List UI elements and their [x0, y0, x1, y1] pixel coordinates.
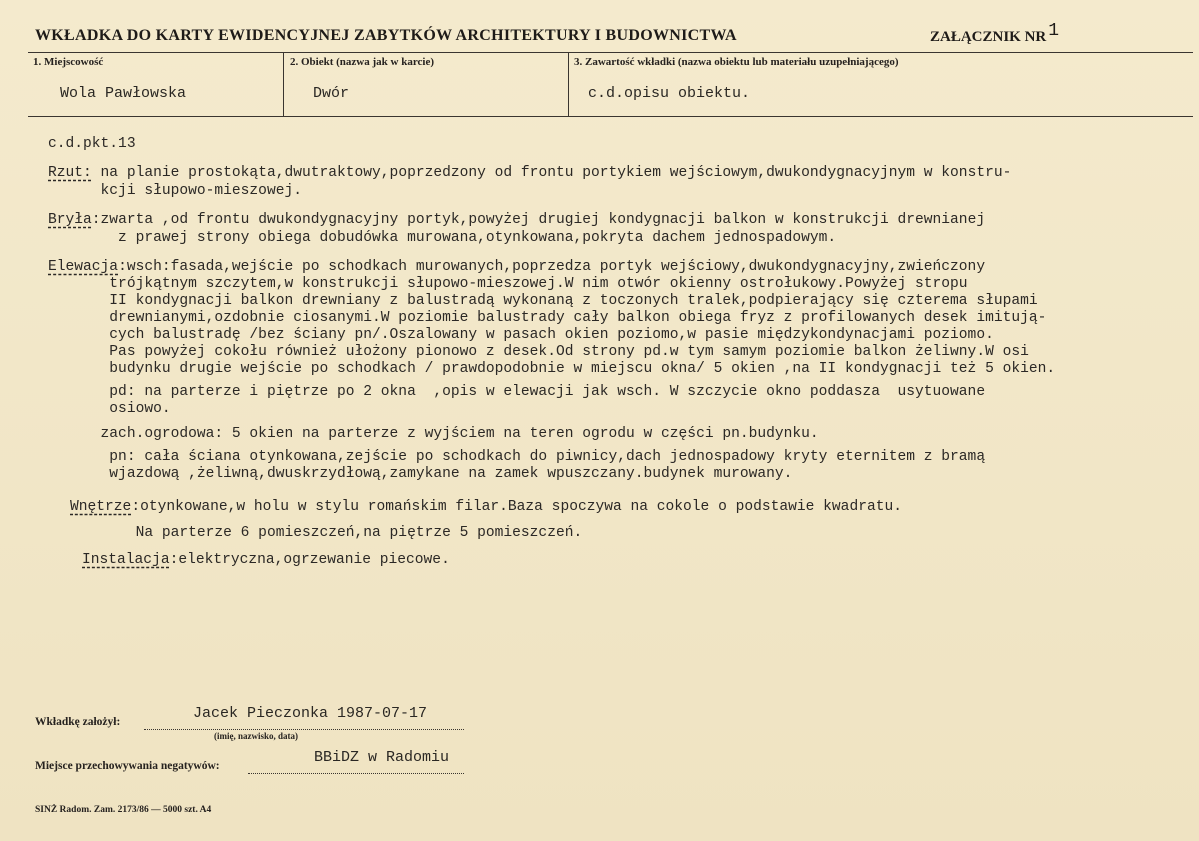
- body-line: [48, 212, 985, 229]
- body-line-text: :elektryczna,ogrzewanie piecowe.: [169, 552, 450, 568]
- section-heading-bryla: Bryła: [48, 212, 92, 228]
- body-line-text: :wsch:fasada,wejście po schodkach murowanych,poprzedza portyk wejściowy,dwukondygnacyjny,zwieńczony: [118, 259, 986, 275]
- storage-dotted-line: [248, 773, 464, 774]
- author-value: Jacek Pieczonka 1987-07-17: [193, 705, 428, 722]
- body-line: [70, 499, 902, 516]
- form-title: WKŁADKA DO KARTY EWIDENCYJNEJ ZABYTKÓW ARCHITEKTURY I BUDOWNICTWA: [35, 27, 737, 44]
- storage-value: BBiDZ w Radomiu: [314, 749, 450, 766]
- locality-value: Wola Pawłowska: [60, 85, 187, 102]
- body-line: pn: cała ściana otynkowana,zejście po schodkach do piwnicy,dach jednospadowy kryty eternitem z bramą: [48, 449, 986, 465]
- body-line: cych balustradę /bez ściany pn/.Oszalowany w pasach okien poziomo,w pasie międzykondynacjami poziomo.: [48, 327, 994, 343]
- attachment-number-value: 1: [1048, 21, 1060, 41]
- header-top-rule: [28, 52, 1193, 53]
- section-heading-wnetrze: Wnętrze: [70, 499, 132, 515]
- body-line-text: na planie prostokąta,dwutraktowy,poprzedzony od frontu portykiem wejściowym,dwukondygnacyjnym w konstru-: [91, 165, 1012, 181]
- body-line: c.d.pkt.13: [48, 136, 136, 152]
- storage-label: Miejsce przechowywania negatywów:: [35, 760, 220, 772]
- author-label: Wkładkę założył:: [35, 716, 121, 728]
- object-label: 2. Obiekt (nazwa jak w karcie): [290, 56, 435, 68]
- locality-label: 1. Miejscowość: [33, 56, 104, 68]
- content-value: c.d.opisu obiektu.: [588, 85, 751, 102]
- attachment-number: [930, 21, 1060, 47]
- body-line-text: :zwarta ,od frontu dwukondygnacyjny portyk,powyżej drugiej kondygnacji balkon w konstrukcji drewnianej: [91, 212, 986, 228]
- section-heading-elewacja: Elewacja: [48, 259, 119, 275]
- body-line: wjazdową ,żeliwną,dwuskrzydłową,zamykane na zamek wpuszczany.budynek murowany.: [48, 466, 793, 482]
- attachment-label: ZAŁĄCZNIK NR: [930, 29, 1047, 45]
- body-line: Na parterze 6 pomieszczeń,na piętrze 5 pomieszczeń.: [48, 525, 583, 541]
- body-line: osiowo.: [48, 401, 171, 417]
- body-line: [48, 165, 1011, 182]
- body-line: [82, 552, 450, 569]
- body-line: budynku drugie wejście po schodkach / prawdopodobnie w miejscu okna/ 5 okien ,na II kondygnacji też 5 okien.: [48, 361, 1056, 377]
- body-line: z prawej strony obiega dobudówka murowana,otynkowana,pokryta dachem jednospadowym.: [48, 230, 837, 246]
- body-line: drewnianymi,ozdobnie ciosanymi.W poziomie balustrady cały balkon obiega fryz z profilowanych desek imitują-: [48, 310, 1047, 326]
- body-line: trójkątnym szczytem,w konstrukcji słupowo-mieszowej.W nim otwór okienny ostrołukowy.Powyżej stropu: [48, 276, 968, 292]
- section-heading-instalacja: Instalacja: [82, 552, 170, 568]
- body-line: kcji słupowo-mieszowej.: [48, 183, 302, 199]
- section-heading-rzut: Rzut:: [48, 165, 92, 181]
- author-dotted-line: [144, 729, 464, 730]
- body-line: II kondygnacji balkon drewniany z balustradą wykonaną z toczonych tralek,podpierający się czterema słupami: [48, 293, 1038, 309]
- content-label: 3. Zawartość wkładki (nazwa obiektu lub materiału uzupełniającego): [574, 56, 899, 68]
- body-line: pd: na parterze i piętrze po 2 okna ,opis w elewacji jak wsch. W szczycie okno poddasza usytuowane: [48, 384, 986, 400]
- header-divider-2: [568, 52, 569, 116]
- author-note: (imię, nazwisko, data): [214, 731, 298, 741]
- body-line-text: :otynkowane,w holu w stylu romańskim filar.Baza spoczywa na cokole o podstawie kwadratu.: [131, 499, 902, 515]
- body-line: zach.ogrodowa: 5 okien na parterze z wyjściem na teren ogrodu w części pn.budynku.: [48, 426, 819, 442]
- object-value: Dwór: [313, 85, 350, 102]
- body-line: [48, 259, 985, 276]
- body-line: Pas powyżej cokołu również ułożony pionowo z desek.Od strony pd.w tym samym poziomie balkon żeliwny.W osi: [48, 344, 1029, 360]
- header-divider-1: [283, 52, 284, 116]
- print-info: SINŻ Radom. Zam. 2173/86 — 5000 szt. A4: [35, 805, 212, 815]
- header-bottom-rule: [28, 116, 1193, 117]
